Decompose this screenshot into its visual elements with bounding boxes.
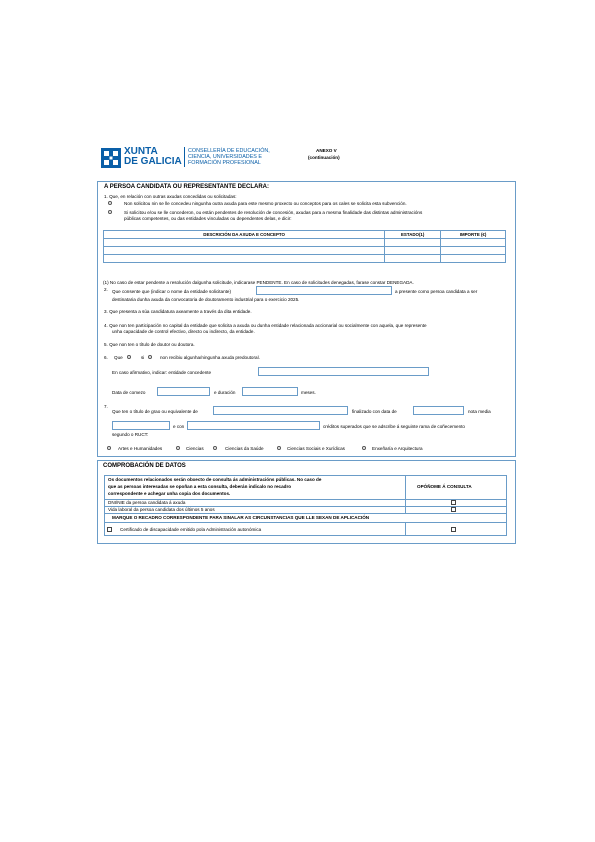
branch-radio-health[interactable] [213, 446, 217, 450]
annex-subtitle: (continuación) [308, 155, 340, 160]
intro-line-2: que as persoas interesadas se opoñan a esta consulta, deberán indicalo no recadro [108, 484, 292, 489]
q1-option2-line1: Si solicitou e/ou se lle concederon, ou están pendentes de resolución de concesión, axudas para a mesma finalidade das distintas administracións [124, 210, 423, 215]
branch-radio-social[interactable] [277, 446, 281, 450]
branch-radio-engineering[interactable] [362, 446, 366, 450]
q1-text: 1. Que, en relación con outras axudas concedidas ou solicitadas: [104, 194, 237, 199]
oppose-labor-checkbox[interactable] [451, 507, 456, 512]
row-disability-label: Certificado de discapacidade emitido pola Administración autonómica [120, 527, 262, 532]
q5-text: 5. Que non ten o título de doutor ou doutora. [104, 342, 195, 347]
q4-line1: 4. Que non ten participación no capital da entidade que solicita a axuda ou dunha entidade relacionada accionarial ou socialmente con aquela, que represente [104, 323, 427, 328]
ministry-line-1: CONSELLERÍA DE EDUCACIÓN, [188, 148, 270, 154]
branch-sciences-label: Ciencias [186, 446, 204, 451]
q7-text-f: segundo o RUCT: [112, 432, 149, 437]
logo-line-2: DE GALICIA [124, 156, 182, 167]
annex-title: ANEXO V [316, 148, 337, 153]
row-labor-label: Vida laboral da persoa candidata dos últimos 5 anos [108, 507, 215, 512]
q3-text: 3. Que presenta a súa candidatura axeamente a través da dita entidade. [104, 309, 252, 314]
credits-field[interactable] [187, 421, 320, 430]
q6-duration-label: e duración [214, 390, 236, 395]
entity-name-field[interactable] [256, 286, 392, 295]
q2-text-b: a presente como persoa candidata a ser [395, 289, 478, 294]
q7-text-a: Que ten o título de grao ou equivalente de [112, 409, 198, 414]
oppose-header: OPÓÑOME Á CONSULTA [417, 484, 472, 489]
q7-text-e: créditos superados que se adscribe á seguinte rama de coñecemento [323, 424, 465, 429]
table-row[interactable] [104, 255, 506, 263]
declaration-title: A PERSOA CANDIDATA OU REPRESENTANTE DECLARA: [104, 184, 270, 190]
start-date-field[interactable] [157, 387, 210, 396]
oppose-disability-checkbox[interactable] [451, 527, 456, 532]
table-row[interactable] [104, 239, 506, 247]
q2-text-c: destinataria dunha axuda da convocatoria de doutoramento industrial para o exercicio 2025. [112, 297, 300, 302]
cell-amount[interactable] [441, 255, 506, 263]
data-check-title: COMPROBACIÓN DE DATOS [103, 463, 186, 469]
q6-non-radio[interactable] [148, 355, 152, 359]
cell-status[interactable] [385, 239, 441, 247]
cell-status[interactable] [385, 255, 441, 263]
declaration-section [97, 181, 516, 457]
q6-entity-label: En caso afirmativo, indicar: entidade concedente [112, 370, 212, 375]
table-header-row [104, 231, 506, 239]
q7-text-b: finalizado con data de [352, 409, 397, 414]
xunta-shield-icon [101, 148, 121, 168]
cell-status[interactable] [385, 247, 441, 255]
branch-radio-arts[interactable] [107, 446, 111, 450]
q1-option1-text: Non solicitou nin se lle concedeu ningunha outra axuda para este mesmo proxecto ou conceptos para os cales se solicita esta subvención. [124, 201, 407, 206]
cell-description[interactable] [104, 239, 385, 247]
col-description: DESCRICIÓN DA AXUDA E CONCEPTO [104, 231, 385, 239]
xunta-logo [101, 148, 121, 168]
average-grade-field[interactable] [112, 421, 170, 430]
col-amount: IMPORTE (€) [441, 231, 506, 239]
completion-date-field[interactable] [413, 406, 464, 415]
table-row[interactable] [104, 247, 506, 255]
q6-si: si [141, 355, 145, 360]
q1-option2-radio[interactable] [108, 210, 112, 214]
disability-checkbox[interactable] [107, 527, 112, 532]
cell-description[interactable] [104, 247, 385, 255]
q1-option1-radio[interactable] [108, 201, 112, 205]
cell-description[interactable] [104, 255, 385, 263]
q6-start-label: Data de comezo [112, 390, 146, 395]
intro-line-1: Os documentos relacionados serán obxecto de consulta ás administracións públicas. No caso de [108, 477, 322, 482]
footnote: (1) No caso de estar pendente a resolución dalgunha solicitude, indicarase PENDENTE. En caso de solicitudes denegadas, farase constar DENEGADA. [103, 280, 414, 285]
cell-amount[interactable] [441, 239, 506, 247]
branch-radio-sciences[interactable] [176, 446, 180, 450]
mark-header: MARQUE O RECADRO CORRESPONDENTE PARA SINALAR AS CIRCUNSTANCIAS QUE LLE SEXAN DE APLICACIÓN [112, 515, 370, 520]
branch-engineering-label: Enxeñaría e Arquitectura [372, 446, 423, 451]
ministry-line-3: FORMACIÓN PROFESIONAL [188, 160, 261, 166]
q1-option2-line2: públicas competentes, ou das entidades vinculadas ou dependentes delas, e dicir: [124, 216, 292, 221]
q6-que: Que [114, 355, 123, 360]
q6-si-radio[interactable] [127, 355, 131, 359]
logo-divider [184, 147, 185, 167]
intro-line-3: correspondente e achegar unha copia dos documentos. [108, 491, 231, 496]
col-status: ESTADO(1) [385, 231, 441, 239]
q4-line2: unha capacidade de control efectivo, directo ou indirecto, da entidade. [112, 329, 255, 334]
degree-field[interactable] [213, 406, 348, 415]
q6-number: 6. [104, 355, 108, 360]
ministry-line-2: CIENCIA, UNIVERSIDADES E [188, 154, 262, 160]
cell-amount[interactable] [441, 247, 506, 255]
q7-text-d: e con [173, 424, 185, 429]
row-disability-check-cell [405, 522, 507, 536]
q6-rest: non recibiu algunha/ningunha axuda predoutoral. [160, 355, 260, 360]
branch-social-label: Ciencias Sociais e Xurídicas [287, 446, 345, 451]
branch-arts-label: Artes e Humanidades [118, 446, 163, 451]
aid-table [103, 230, 506, 263]
duration-field[interactable] [242, 387, 298, 396]
granting-entity-field[interactable] [258, 367, 429, 376]
branch-health-label: Ciencias da Saúde [225, 446, 264, 451]
q6-months-label: meses. [301, 390, 316, 395]
oppose-dni-checkbox[interactable] [451, 500, 456, 505]
q7-number: 7. [104, 404, 108, 409]
q2-number: 2. [104, 287, 108, 292]
row-dni-label: DNI/NIE da persoa candidata á axuda [108, 500, 186, 505]
q2-text-a: Que consente que (indicar o nome da entidade solicitante) [112, 289, 232, 294]
q7-text-c: nota media [468, 409, 491, 414]
logo-line-1: XUNTA [124, 146, 158, 157]
